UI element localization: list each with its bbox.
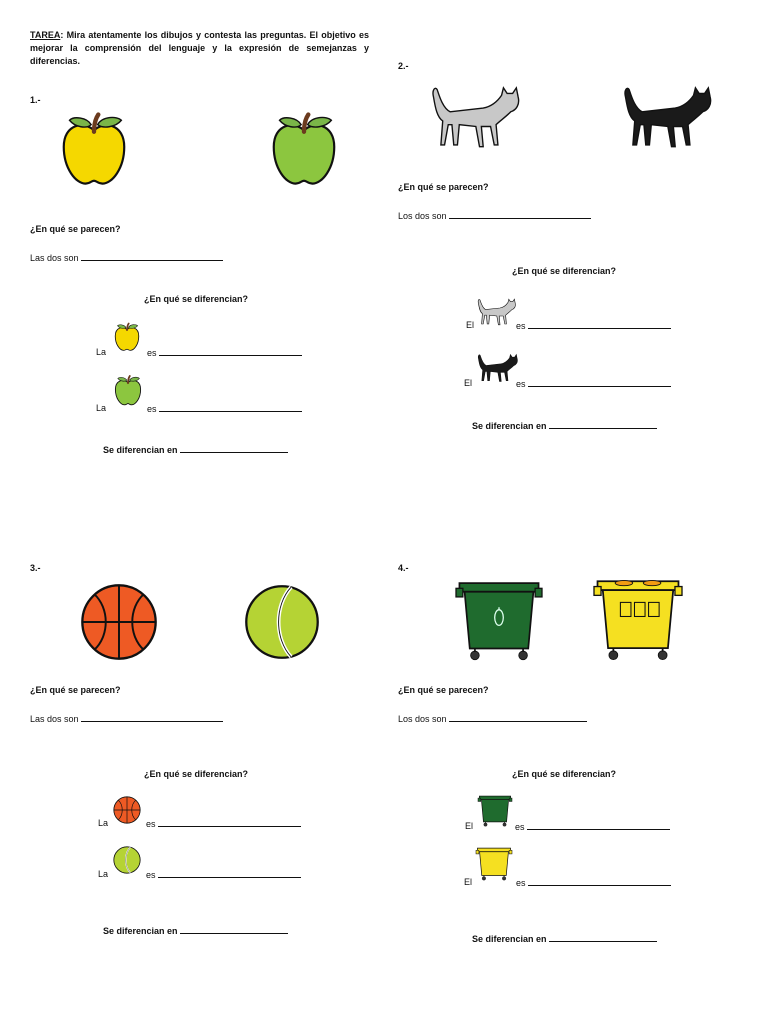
green-apple-icon <box>268 103 340 198</box>
task-instructions <box>30 29 369 68</box>
exercise-1-differ-summary: Se diferencian en <box>103 445 178 455</box>
exercise-2-differ-question: ¿En qué se diferencian? <box>512 266 617 276</box>
exercise-4-item1-answer[interactable] <box>527 821 670 830</box>
exercise-3-differ-summary-line <box>103 925 288 936</box>
exercise-2-differ-summary: Se diferencian en <box>472 421 547 431</box>
basketball-icon <box>80 583 158 661</box>
exercise-1-similar-answer[interactable] <box>81 252 223 261</box>
task-text: : Mira atentamente los dibujos y contesta las preguntas. El objetivo es mejorar la comprensión del lenguaje y la expresión de semejanzas y diferencias. <box>30 30 369 66</box>
task-label: TAREA <box>30 30 61 40</box>
green-bin-icon <box>456 578 542 664</box>
yellow-bin-icon <box>594 576 682 664</box>
exercise-1-similar-question: ¿En qué se parecen? <box>30 224 121 234</box>
exercise-3-similar-prompt: Las dos son <box>30 714 79 724</box>
exercise-1-similar-prompt: Las dos son <box>30 253 79 263</box>
exercise-1-item2-verb: es <box>147 404 157 414</box>
exercise-2-similar-line <box>398 210 591 221</box>
exercise-2-similar-answer[interactable] <box>449 210 591 219</box>
exercise-4-differ-summary-line <box>472 933 657 944</box>
exercise-2-item1-answer[interactable] <box>528 320 671 329</box>
exercise-1-similar-line <box>30 252 223 263</box>
exercise-4-item2-verb: es <box>516 878 526 888</box>
exercise-2-differ-answer[interactable] <box>549 420 657 429</box>
exercise-3-similar-question: ¿En qué se parecen? <box>30 685 121 695</box>
exercise-3-item1-article: La <box>98 818 109 828</box>
exercise-1-differ-summary-line <box>103 444 288 455</box>
exercise-3-item2-answer[interactable] <box>158 869 301 878</box>
exercise-1-differ-question: ¿En qué se diferencian? <box>144 294 249 304</box>
exercise-4-item1-line <box>515 821 670 832</box>
exercise-1-item2-article: La <box>96 403 107 413</box>
exercise-2-item1-line <box>516 320 671 331</box>
exercise-2-number: 2.- <box>398 61 409 71</box>
exercise-1-item1-answer[interactable] <box>159 347 302 356</box>
exercise-2-item2-verb: es <box>516 379 526 389</box>
exercise-3-item1-verb: es <box>146 819 156 829</box>
exercise-2-item1-verb: es <box>516 321 526 331</box>
exercise-4-similar-question: ¿En qué se parecen? <box>398 685 489 695</box>
exercise-2-item1-article: El <box>466 320 475 330</box>
tennis-ball-small-icon <box>113 846 141 874</box>
exercise-3-item1-answer[interactable] <box>158 818 301 827</box>
exercise-4-item1-article: El <box>465 821 474 831</box>
yellow-apple-small-icon <box>113 320 141 355</box>
exercise-3-similar-line <box>30 713 223 724</box>
exercise-2-item2-line <box>516 378 671 389</box>
exercise-2-item2-answer[interactable] <box>528 378 671 387</box>
tennis-ball-icon <box>244 584 320 660</box>
black-cat-icon <box>620 80 712 150</box>
exercise-3-item2-verb: es <box>146 870 156 880</box>
exercise-1-item1-line <box>147 347 302 358</box>
exercise-4-similar-line <box>398 713 587 724</box>
exercise-3-similar-answer[interactable] <box>81 713 223 722</box>
exercise-4-number: 4.- <box>398 563 409 573</box>
green-bin-small-icon <box>478 794 512 828</box>
exercise-3-item2-article: La <box>98 869 109 879</box>
exercise-4-item2-line <box>516 877 671 888</box>
exercise-3-differ-answer[interactable] <box>180 925 288 934</box>
exercise-3-item1-line <box>146 818 301 829</box>
exercise-3-differ-question: ¿En qué se diferencian? <box>144 769 249 779</box>
exercise-4-item2-answer[interactable] <box>528 877 671 886</box>
yellow-apple-icon <box>58 103 130 198</box>
exercise-1-item1-article: La <box>96 347 107 357</box>
yellow-bin-small-icon <box>475 846 513 882</box>
exercise-2-similar-prompt: Los dos son <box>398 211 447 221</box>
exercise-2-similar-question: ¿En qué se parecen? <box>398 182 489 192</box>
exercise-4-item2-article: El <box>464 877 473 887</box>
exercise-1-differ-answer[interactable] <box>180 444 288 453</box>
grey-cat-small-icon <box>476 296 516 326</box>
basketball-small-icon <box>113 796 141 824</box>
grey-cat-icon <box>428 80 520 150</box>
exercise-1-item2-line <box>147 403 302 414</box>
exercise-2-differ-summary-line <box>472 420 657 431</box>
exercise-1-item2-answer[interactable] <box>159 403 302 412</box>
exercise-3-number: 3.- <box>30 563 41 573</box>
exercise-4-similar-prompt: Los dos son <box>398 714 447 724</box>
exercise-4-differ-answer[interactable] <box>549 933 657 942</box>
green-apple-small-icon <box>113 372 143 410</box>
exercise-4-similar-answer[interactable] <box>449 713 587 722</box>
exercise-4-differ-question: ¿En qué se diferencian? <box>512 769 617 779</box>
exercise-1-item1-verb: es <box>147 348 157 358</box>
exercise-1-number: 1.- <box>30 95 41 105</box>
black-cat-small-icon <box>476 351 518 383</box>
exercise-4-item1-verb: es <box>515 822 525 832</box>
exercise-3-item2-line <box>146 869 301 880</box>
exercise-4-differ-summary: Se diferencian en <box>472 934 547 944</box>
exercise-2-item2-article: El <box>464 378 473 388</box>
exercise-3-differ-summary: Se diferencian en <box>103 926 178 936</box>
